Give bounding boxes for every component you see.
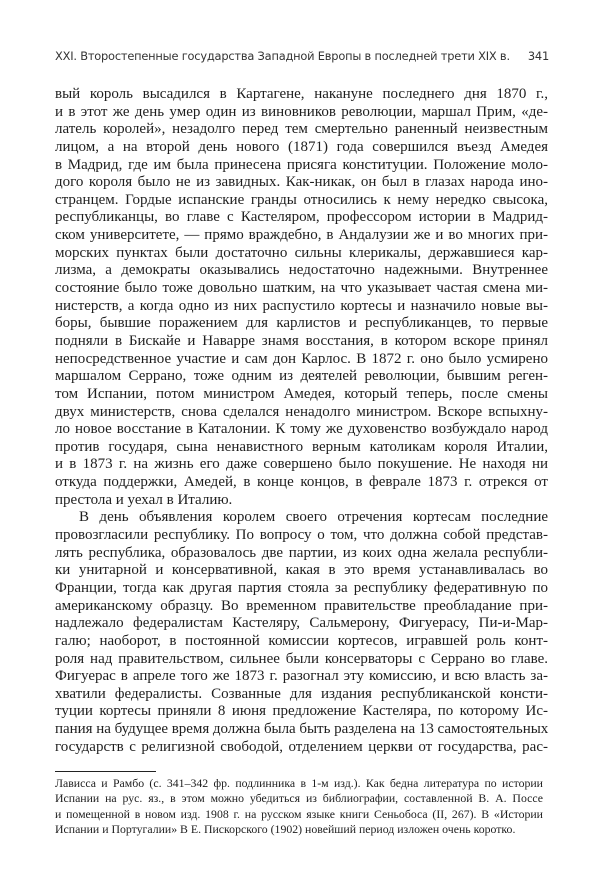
footnote-line: и помещенной в новом изд. 1908 г. на русском языке книги Сеньобоса (II, 267). В «Истории xyxy=(55,806,543,821)
text-line: морских пунктах были достаточно сильны клерикалы, державшиеся кар- xyxy=(55,244,548,261)
text-line: маршалом Серрано, тоже одним из деятелей революции, бывшим реген- xyxy=(55,368,548,385)
text-line: республиканцы, во главе с Кастеляром, профессором истории в Мадрид- xyxy=(55,209,548,226)
text-line: лизма, а демократы оказывались недостаточно надежными. Внутреннее xyxy=(55,262,548,279)
text-line: надлежало федералистам Кастеляру, Сальмерону, Фигуерасу, Пи-и-Мар- xyxy=(55,615,548,632)
text-line: хватили федералисты. Созванные для издания республиканской консти- xyxy=(55,685,548,702)
text-line: боры, бывшие поражением для карлистов и республиканцев, то первые xyxy=(55,315,548,332)
text-line: Франции, тогда как другая партия стояла за республику федеративную по xyxy=(55,579,548,596)
text-line: лять республика, образовалось две партии, из коих одна желала республи- xyxy=(55,544,548,561)
text-line: двух министерств, снова сделался ненадолго министром. Вскоре вспыхну- xyxy=(55,403,548,420)
text-line: роля над правительством, сильнее были консерваторы с Серрано во главе. xyxy=(55,650,548,667)
text-line: и в 1873 г. на жизнь его даже совершено было покушение. Не находя ни xyxy=(55,456,548,473)
footnote-divider xyxy=(55,771,156,772)
text-line: ло новое восстание в Каталонии. К тому же духовенство возбуждало народ xyxy=(55,421,548,438)
running-header-title: XXI. Второстепенные государства Западной Европы в последней трети XIX в. xyxy=(55,49,510,63)
text-line: вый король высадился в Картагене, накануне последнего дня 1870 г., xyxy=(55,86,548,102)
text-line: дого короля было не из завидных. Как-никак, он был в глазах народа ино- xyxy=(55,174,548,191)
text-line: том Испании, потом министром Амедея, который теперь, после смены xyxy=(55,385,548,402)
text-line: В день объявления королем своего отречения кортесам последние xyxy=(79,509,548,526)
footnote-line: Испании и Португалии» В Е. Пискорского (1902) новейший период изложен очень коротко. xyxy=(55,821,516,836)
body-text xyxy=(55,86,548,756)
text-line: ки унитарной и консервативной, какая в это время устанавливалась во xyxy=(55,562,548,579)
footnote-line: Лависса и Рамбо (с. 341–342 фр. подлинника в 1-м изд.). Как бедна литература по истории xyxy=(55,776,543,790)
text-line: откуда поддержки, Амедей, в конце концов, в феврале 1873 г. отрекся от xyxy=(55,474,548,491)
text-line: американскому образцу. Во временном правительстве преобладание при- xyxy=(55,597,548,614)
text-line: государств с религизной свободой, отделением церкви от государства, рас- xyxy=(55,738,548,755)
text-line: латель королей», незадолго перед тем смертельно раненный неизвестным xyxy=(55,121,548,138)
footnote-line: Испании на рус. яз., в этом можно убедиться из библиографии, составленной В. А. Поссе xyxy=(55,791,543,806)
page-number: 341 xyxy=(527,49,549,63)
text-line: нистерств, а когда одно из них распустило кортесы и назначило новые вы- xyxy=(55,297,548,314)
paragraph xyxy=(55,509,548,756)
text-line: против государя, сына ненавистного верным католикам короля Италии, xyxy=(55,438,548,455)
footnote xyxy=(55,776,543,837)
text-line: ском университете, — прямо враждебно, в Андалузии же и во многих при- xyxy=(55,227,548,244)
text-line: престола и уехал в Италию. xyxy=(55,491,233,508)
text-line: состояние было тоже довольно шатким, на что указывает частая смена ми- xyxy=(55,280,548,297)
text-line: галю; наоборот, в постоянной комиссии кортесов, игравшей роль конт- xyxy=(55,632,548,649)
text-line: странцем. Гордые испанские гранды относились к нему нередко свысока, xyxy=(55,191,548,208)
text-line: лицом, а на второй день нового (1871) года совершился въезд Амедея xyxy=(55,138,548,155)
text-line: и в этот же день умер один из виновников революции, маршал Прим, «де- xyxy=(55,103,548,120)
text-line: пания на будущее время должна была быть разделена на 13 самостоятельных xyxy=(55,721,549,738)
text-line: туции кортесы приняли 8 июня предложение Кастеляра, по которому Ис- xyxy=(55,703,548,720)
text-line: в Мадрид, где им была принесена присяга конституции. Положение моло- xyxy=(55,156,548,173)
paragraph xyxy=(55,86,548,509)
text-line: подняли в Бискайе и Наварре знамя восстания, в котором вскоре принял xyxy=(55,332,548,349)
text-line: Фигуерас в апреле того же 1873 г. разогнал эту комиссию, и всю власть за- xyxy=(55,668,548,685)
text-line: непосредственное участие и сам дон Карлос. В 1872 г. оно было усмирено xyxy=(55,350,548,367)
text-line: провозгласили республику. По вопросу о том, что должна собой представ- xyxy=(55,527,548,544)
